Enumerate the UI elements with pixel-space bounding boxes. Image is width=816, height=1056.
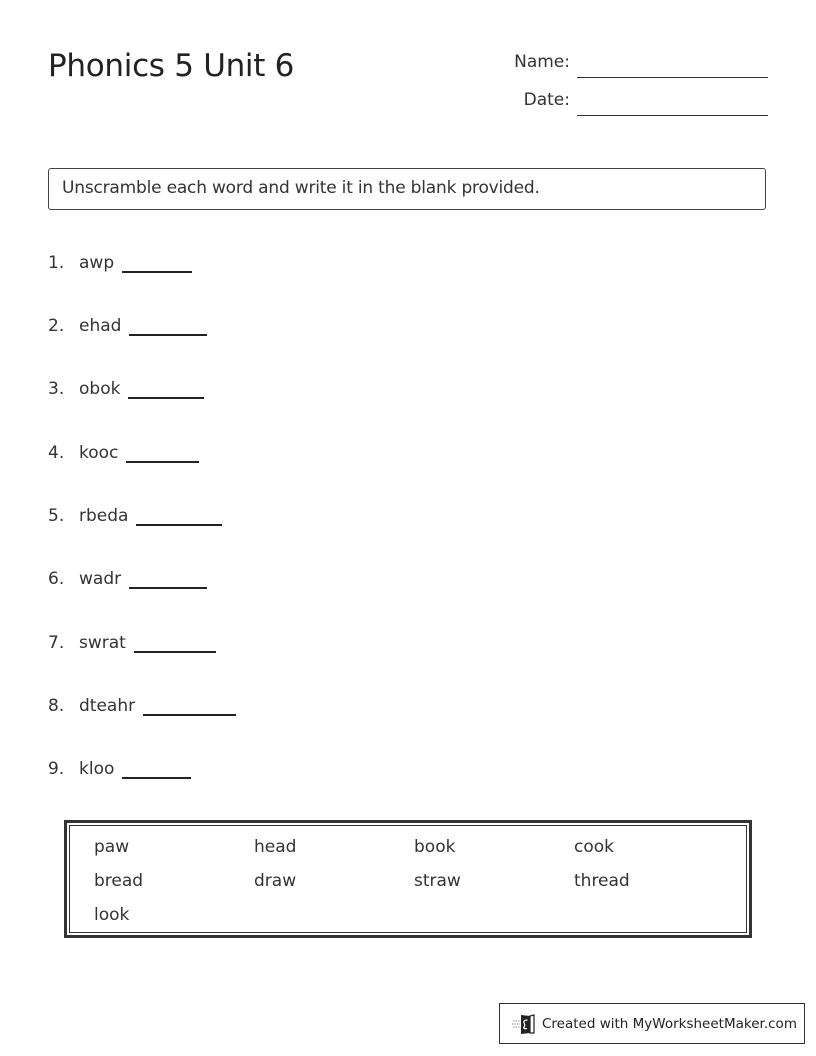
scrambled-word: dteahr [79,696,136,716]
bank-word: paw [94,837,130,857]
footer-text: Created with MyWorksheetMaker.com [542,1015,797,1032]
myworksheetmaker-logo-icon [512,1013,536,1035]
instructions-box: Unscramble each word and write it in the blank provided. [48,168,766,210]
question-number: 4. [48,443,65,463]
scrambled-word: obok [79,379,121,399]
word-bank-inner-border [69,825,747,933]
date-blank[interactable] [577,114,768,116]
answer-blank[interactable] [122,270,192,273]
question-number: 3. [48,379,65,399]
scrambled-word: kooc [79,443,119,463]
question-3 [48,379,204,399]
scrambled-word: swrat [79,633,126,653]
question-number: 1. [48,253,65,273]
answer-blank[interactable] [129,586,207,589]
bank-word: straw [414,871,461,891]
question-2 [48,316,207,336]
date-label: Date: [523,90,570,110]
bank-word: book [414,837,456,857]
answer-blank[interactable] [129,333,207,336]
question-9 [48,759,191,779]
question-number: 9. [48,759,65,779]
question-8 [48,696,236,716]
date-field [500,90,768,110]
question-5 [48,506,222,526]
answer-blank[interactable] [122,776,191,779]
name-blank[interactable] [577,76,768,78]
answer-blank[interactable] [126,460,199,463]
scrambled-word: wadr [79,569,122,589]
answer-blank[interactable] [128,396,204,399]
question-number: 6. [48,569,65,589]
bank-word: cook [574,837,614,857]
bank-word: head [254,837,297,857]
bank-word: draw [254,871,297,891]
word-bank [64,820,752,938]
bank-word: look [94,905,130,925]
answer-blank[interactable] [143,713,236,716]
question-6 [48,569,207,589]
scrambled-word: awp [79,253,115,273]
worksheet-title: Phonics 5 Unit 6 [48,48,295,84]
bank-word: bread [94,871,144,891]
question-4 [48,443,199,463]
question-number: 2. [48,316,65,336]
name-label: Name: [514,52,570,72]
question-number: 8. [48,696,65,716]
answer-blank[interactable] [134,650,216,653]
question-7 [48,633,216,653]
name-field [500,52,768,72]
question-number: 7. [48,633,65,653]
answer-blank[interactable] [136,523,222,526]
bank-word: thread [574,871,630,891]
scrambled-word: ehad [79,316,122,336]
question-number: 5. [48,506,65,526]
scrambled-word: kloo [79,759,115,779]
question-1 [48,253,192,273]
scrambled-word: rbeda [79,506,129,526]
footer-credit[interactable] [499,1003,805,1044]
